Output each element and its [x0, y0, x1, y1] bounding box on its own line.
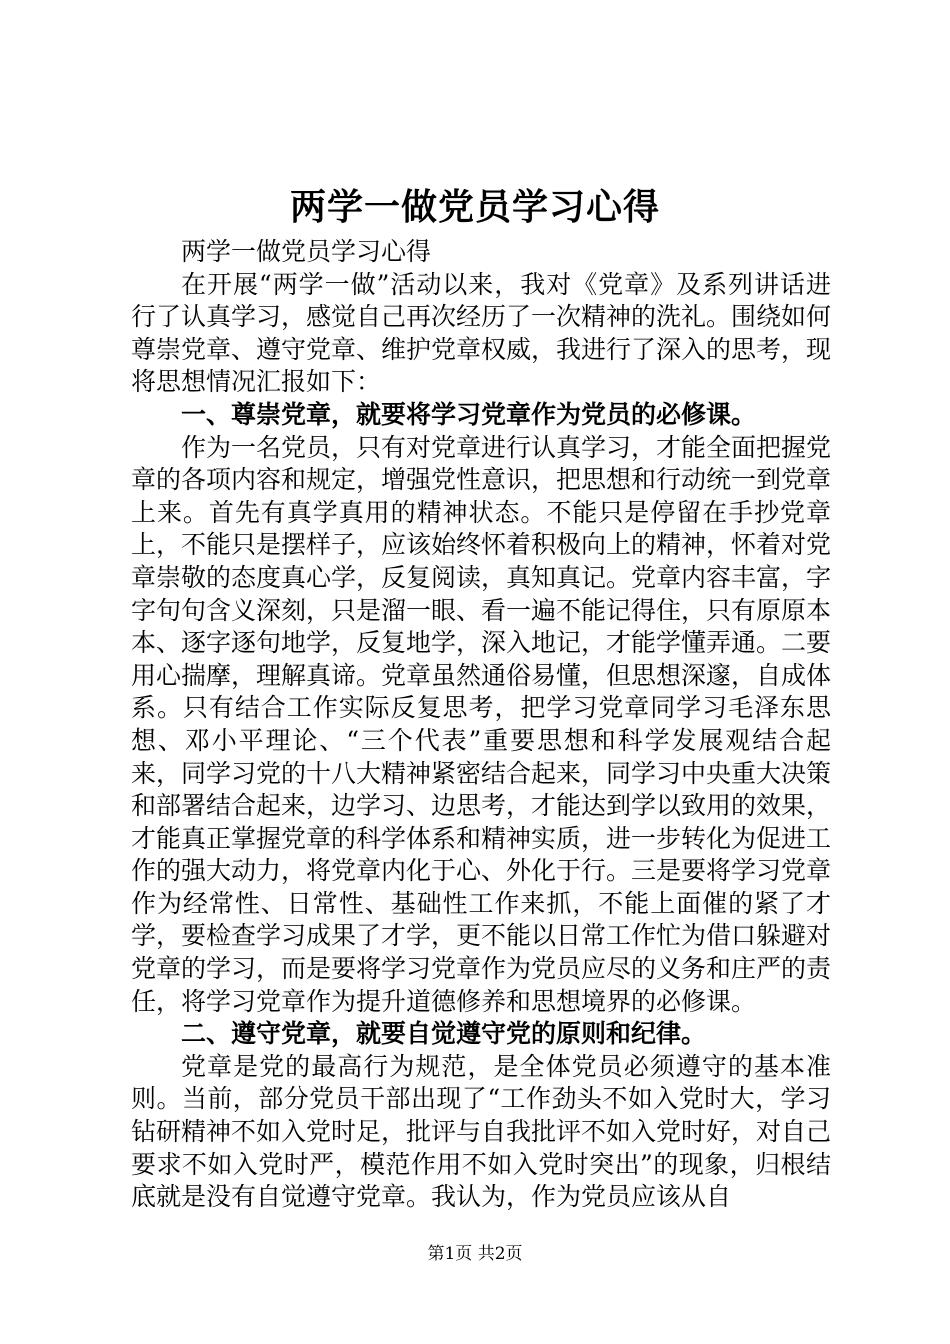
intro-paragraph: 在开展“两学一做”活动以来，我对《党章》及系列讲话进行了认真学习，感觉自己再次经历了一次精神的洗礼。围绕如何尊崇党章、遵守党章、维护党章权威，我进行了深入的思考，现将思想情况汇报如下：: [131, 269, 832, 397]
page-number-footer: 第1页 共2页: [427, 1244, 523, 1264]
document-title: 两学一做党员学习心得: [289, 187, 660, 228]
document-body: [131, 236, 831, 1214]
section-heading-1: 一、尊崇党章，就要将学习党章作为党员的必修课。: [181, 399, 757, 429]
section-2-paragraph: 党章是党的最高行为规范，是全体党员必须遵守的基本准则。当前，部分党员干部出现了“工作劲头不如入党时大，学习钻研精神不如入党时足，批评与自我批评不如入党时好，对自己要求不如入党时严，模范作用不如入党时突出”的现象，归根结底就是没有自觉遵守党章。我认为，作为党员应该从自: [131, 1051, 832, 1212]
section-1-paragraph: 作为一名党员，只有对党章进行认真学习，才能全面把握党章的各项内容和规定，增强党性意识，把思想和行动统一到党章上来。首先有真学真用的精神状态。不能只是停留在手抄党章上，不能只是摆样子，应该始终怀着积极向上的精神，怀着对党章崇敬的态度真心学，反复阅读，真知真记。党章内容丰富，字字句句含义深刻，只是溜一眼、看一遍不能记得住，只有原原本本、逐字逐句地学，反复地学，深入地记，才能学懂弄通。二要用心揣摩，理解真谛。党章虽然通俗易懂，但思想深邃，自成体系。只有结合工作实际反复思考，把学习党章同学习毛泽东思想、邓小平理论、“三个代表”重要思想和科学发展观结合起来，同学习党的十八大精神紧密结合起来，同学习中央重大决策和部署结合起来，边学习、边思考，才能达到学以致用的效果，才能真正掌握党章的科学体系和精神实质，进一步转化为促进工作的强大动力，将党章内化于心、外化于行。三是要将学习党章作为经常性、日常性、基础性工作来抓，不能上面催的紧了才学，要检查学习成果了才学，更不能以日常工作忙为借口躲避对党章的学习，而是要将学习党章作为党员应尽的义务和庄严的责任，将学习党章作为提升道德修养和思想境界的必修课。: [131, 432, 832, 1016]
subtitle-paragraph: 两学一做党员学习心得: [181, 237, 432, 266]
section-heading-2: 二、遵守党章，就要自觉遵守党的原则和纪律。: [181, 1019, 707, 1049]
